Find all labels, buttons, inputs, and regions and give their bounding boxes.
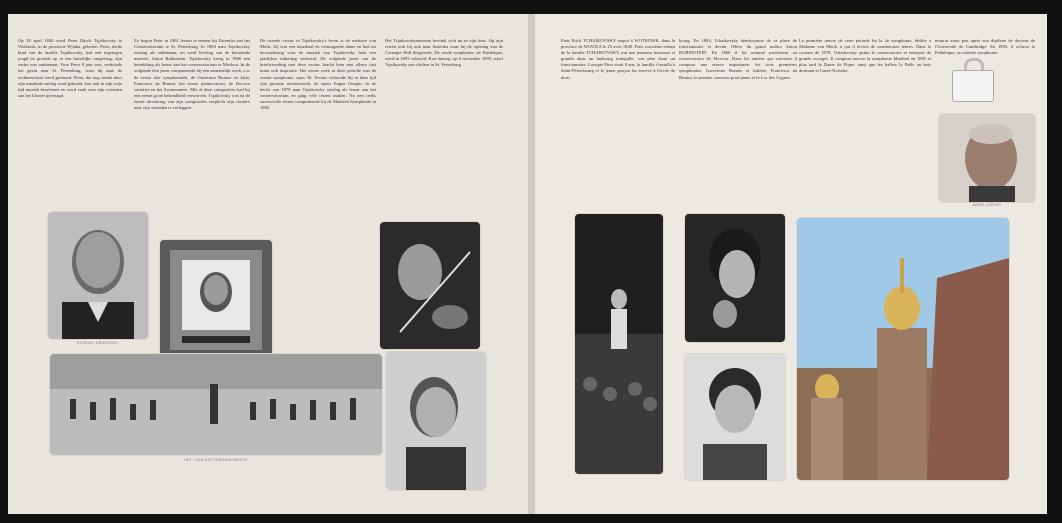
- orchestra-caption: HET CONCERTGEBOUWORKEST: [184, 458, 248, 462]
- text-column-6: bourg. En 1863, Tchaikovsky démissionna de sa place de fonctionnaire et devint l'élève du grand maître Anton RUBINSTEIN. En 1866 il fut nommé professeur au conservatoire de Moscou. Dans les années qui suivirent il composa une œuvre importante: les trois premières symphonies, l'ouverture Roméo et Juliette, Francesca da Rimini, le premier concerto pour piano et le Lac des Cygnes.: [679, 38, 797, 80]
- left-page: [8, 14, 528, 514]
- conductor-portrait-photo: [48, 212, 148, 339]
- conductor-on-podium-photo: [575, 214, 663, 474]
- text-column-3: De tweede vrouw in Tsjaikovsky's leven is de weduwe von Meck. Zij was een muzikaal en vermogende dame en had uit bewondering voor de muziek van Tsjaikovsky hem een jaarlijkse uitkering verleend. De volgende jaren van de briefwisseling met deze vrouw bracht hem niet alleen rust maar ook inspiratie. Het eerste werk in deze periode was de vierde symphonie, opus 36. Tevens voltooide hij in deze tijd zijn grootste meesterwerk, de opera Eugen Onegin. In de herfst van 1878 nam Tsjaikovsky ontslag als leraar aan het conservatorium en ging vele reizen maken. Na een reeks succesvolle reizen componeerde hij de Manfred Symphonie in 1885.: [260, 38, 376, 111]
- old-man-portrait-photo: [939, 114, 1035, 202]
- price-sticker: [952, 70, 994, 102]
- text-column-1: Op 28 april 1840 werd Peter Ilitsch Tsjaikovsky te Wotkinsk, in de provincie Wjatka, geboren. Peter, derde kind van de familie Tsjaikovsky, had een ingetogen jeugd en groeide op in een huiselijke omgeving, zijn vader was ambtenaar. Voor Peter 8 jaar was, verhuisde het gezin naar St. Petersburg, waar hij naar de rechtenschool werd gestuurd. Peter, die nog steeds door zijn muzikale aanleg werd geboeid, kon ook in zijn vrije tijd muziek beoefenen en werd vaak voor zijn vrienden aan het klavier gevraagd.: [18, 38, 122, 98]
- text-column-7: La première œuvre de cette période fut la 4e symphonie, dédiée à Madame von Meck, à qui il écrivit de nombreuses lettres. Dans le courant de 1878, Tchaikovsky quitta le conservatoire et entreprit de grands voyages. Il composa encore la symphonie Manfred en 1885 et plus tard la Dame de Pique, ainsi que les ballets la Belle au bois dormant et Casse-Noisette.: [799, 38, 931, 74]
- portrait-caption: EVGENIJ MRAVINSKY: [76, 341, 120, 345]
- church-tower-photo: [797, 218, 1009, 480]
- text-column-4: Het Tsjaikovskymuseum bevindt zich nu in zijn huis. Op zijn reizen trok hij ook naar Amerika waar hij de opening van de Carnegie Hall dirigeerde. De zesde symphonie, de Pathétique, werd in 1893 voltooid. Kort daarop, op 6 november 1893, stierf Tsjaikovsky aan cholera in St. Petersburg.: [385, 38, 503, 68]
- text-column-8: mourut aussi peu après son diplôme de docteur de l'Université de Cambridge. En 1893, il acheva la Pathétique, sa sixième symphonie.: [935, 38, 1035, 56]
- woman-portrait-photo: [685, 354, 785, 480]
- violinist-photo: [380, 222, 480, 349]
- old-man-caption: ANTAL DORATI: [972, 203, 1002, 207]
- text-column-5: Piotr Ilitch TCHAIKOVSKY naquit à WOTKINSK, dans la province de WIATKA le 25 avril 1840. Petit, troisième enfant de la famille TCHAIKOVSKY, eut une jeunesse heureuse et grandit dans un faubourg tranquille, son père étant un fonctionnaire. Lorsque Piotr avait 8 ans, la famille s'installa à Saint-Pétersbourg et le jeune garçon fut envoyé à l'école de droit.: [561, 38, 675, 80]
- orchestra-photo: [50, 354, 382, 455]
- album-spine: [528, 14, 535, 514]
- text-column-2: Zo begon Peter in 1861 lessen te nemen bij Zaremba aan het Conservatorium te St. Petersburg. In 1863 nam Tsjaikovsky ontslag als ambtenaar, en werd leerling van de beroemde meester, Anton Rubinstein. Tsjaikovsky kreeg in 1866 een betrekking als leraar aan het conservatorium te Moskou. In de volgende tien jaren componeerde hij een aanzienlijk werk, o.a. de eerste drie symphonieën, de Ouverture Romeo en Julia, Francesca da Rimini, het eerste pianoconcert, de Rococo variaties en het Zwanenmeer. Met al deze composities had hij een eerste grote bekendheid verworven. Tsjaikovsky was na de eerste uitvoering van zijn composities verplicht zijn carrière naar zijn vrienden te verleggen.: [134, 38, 250, 111]
- album-cover-photo: [160, 240, 272, 362]
- young-man-portrait-photo: [685, 214, 785, 342]
- musician-portrait-photo: [386, 352, 486, 490]
